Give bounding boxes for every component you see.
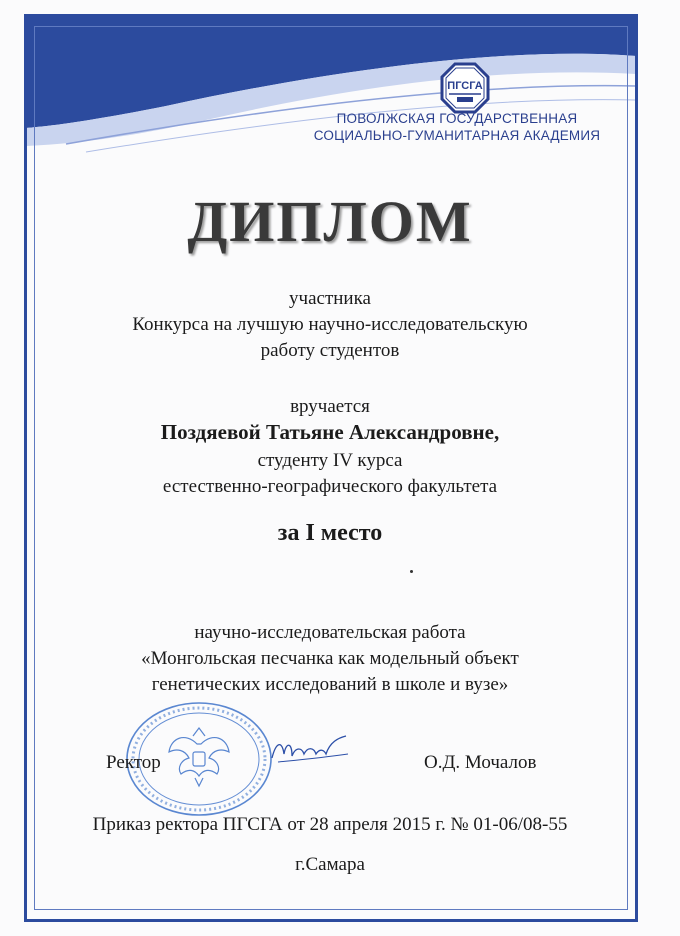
work-title-line1: «Монгольская песчанка как модельный объект [141,648,519,669]
order-reference: Приказ ректора ПГСГА от 28 апреля 2015 г. № 01-06/08-55 [92,814,568,835]
place-award: за I место [277,520,383,546]
student-course: студенту IV курса [257,450,403,471]
academy-name [300,110,614,144]
faculty-name: естественно-географического факультета [162,476,498,497]
contest-line2: работу студентов [260,340,400,361]
work-title-line2: генетических исследований в школе и вузе» [151,674,509,695]
rector-label: Ректор [106,752,161,773]
work-label: научно-исследовательская работа [194,622,466,643]
participant-text: участника [289,288,371,309]
academy-logo [440,62,490,114]
signature-scribble-icon [268,732,352,768]
city-name: г.Самара [295,854,365,875]
logo-text: ПГСГА [447,80,483,92]
academy-name-line2: СОЦИАЛЬНО-ГУМАНИТАРНАЯ АКАДЕМИЯ [313,128,601,143]
awarded-text: вручается [290,396,370,417]
recipient-name: Поздяевой Татьяне Александровне, [160,420,500,444]
rector-name: О.Д. Мочалов [424,752,537,773]
logo-octagon-icon [440,62,490,114]
stray-dot [410,570,413,573]
rector-signature [268,732,352,768]
diploma-title: ДИПЛОМ [187,189,473,254]
academy-name-line1: ПОВОЛЖСКАЯ ГОСУДАРСТВЕННАЯ [336,111,578,126]
contest-line1: Конкурса на лучшую научно-исследовательскую [132,314,528,335]
